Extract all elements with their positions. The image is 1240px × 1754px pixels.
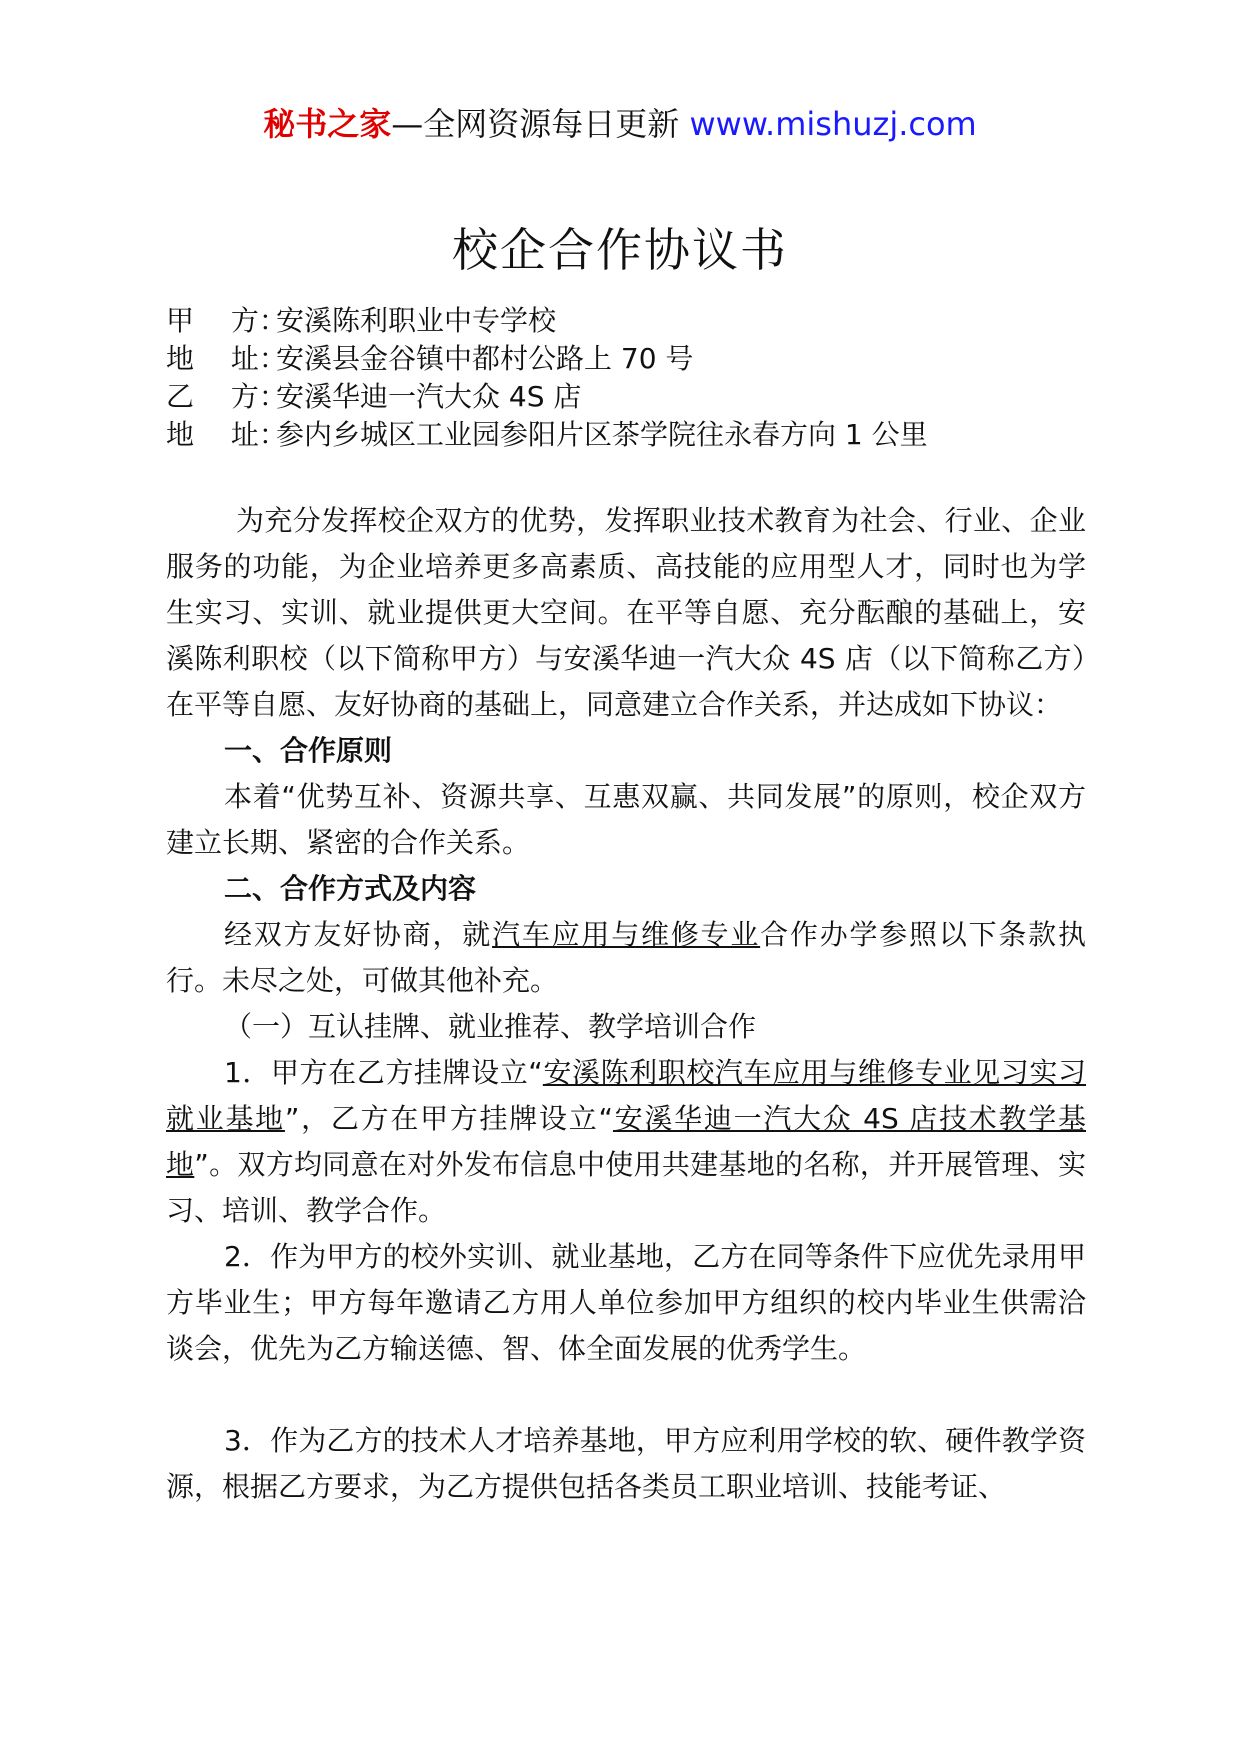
party-b-label: 乙 方： xyxy=(166,380,287,413)
section1-heading: 一、合作原则 xyxy=(224,734,393,767)
party-a-label: 甲 方： xyxy=(166,304,287,337)
clause-1-mid: ”，乙方在甲方挂牌设立“ xyxy=(284,1102,613,1135)
section2-text xyxy=(166,912,1086,1004)
clause-3: 3．作为乙方的技术人才培养基地，甲方应利用学校的软、硬件教学资源，根据乙方要求，为乙方提供包括各类员工职业培训、技能考证、 xyxy=(166,1424,1086,1503)
clause-1-base-name-1: 安溪陈利职校汽车应用与维修专业见习实习就业基地 xyxy=(166,1056,1086,1135)
party-b-value: 安溪华迪一汽大众 4S 店 xyxy=(276,380,582,413)
header-slogan: —全网资源每日更新 xyxy=(391,105,690,143)
clause-1 xyxy=(166,1050,1086,1234)
party-b-address-label: 地 址： xyxy=(166,418,287,451)
brand-name: 秘书之家 xyxy=(263,105,392,143)
parties-block xyxy=(166,302,1086,454)
party-a-value: 安溪陈利职业中专学校 xyxy=(276,304,557,337)
party-a-address-label: 地 址： xyxy=(166,342,287,375)
clause-1-post: ”。双方均同意在对外发布信息中使用共建基地的名称，并开展管理、实习、培训、教学合作。 xyxy=(166,1148,1086,1227)
section2-text-pre: 经双方友好协商，就 xyxy=(224,918,493,951)
section2-major-underlined: 汽车应用与维修专业 xyxy=(492,918,761,951)
party-b-row xyxy=(166,378,1086,416)
clause-1-base-name-2: 安溪华迪一汽大众 4S 店技术教学基地 xyxy=(166,1102,1086,1181)
section1-text: 本着“优势互补、资源共享、互惠双赢、共同发展”的原则，校企双方建立长期、紧密的合作关系。 xyxy=(166,780,1086,859)
party-b-address-row xyxy=(166,416,1086,454)
subsection1-heading: （一）互认挂牌、就业推荐、教学培训合作 xyxy=(224,1010,757,1043)
site-header xyxy=(0,100,1240,148)
document-title: 校企合作协议书 xyxy=(452,223,788,277)
clause-2: 2．作为甲方的校外实训、就业基地，乙方在同等条件下应优先录用甲方毕业生；甲方每年邀请乙方用人单位参加甲方组织的校内毕业生供需洽谈会，优先为乙方输送德、智、体全面发展的优秀学生。 xyxy=(166,1240,1086,1365)
party-a-row xyxy=(166,302,1086,340)
section2-text-post: 合作办学参照以下条款执行。未尽之处，可做其他补充。 xyxy=(166,918,1086,997)
site-url-link[interactable]: www.mishuzj.com xyxy=(689,105,977,143)
party-a-address-row xyxy=(166,340,1086,378)
section2-heading: 二、合作方式及内容 xyxy=(224,872,477,905)
clause-1-pre: 1．甲方在乙方挂牌设立“ xyxy=(224,1056,543,1089)
agreement-body xyxy=(166,498,1086,1510)
paragraph-gap xyxy=(166,1372,1086,1418)
party-b-address-value: 参内乡城区工业园参阳片区茶学院往永春方向 1 公里 xyxy=(276,418,928,451)
party-a-address-value: 安溪县金谷镇中都村公路上 70 号 xyxy=(276,342,694,375)
intro-paragraph: 为充分发挥校企双方的优势，发挥职业技术教育为社会、行业、企业服务的功能，为企业培养更多高素质、高技能的应用型人才，同时也为学生实习、实训、就业提供更大空间。在平等自愿、充分酝酿的基础上，安溪陈利职校（以下简称甲方）与安溪华迪一汽大众 4S 店（以下简称乙方）在平等自愿、友好协商的基础上，同意建立合作关系，并达成如下协议： xyxy=(166,504,1086,721)
